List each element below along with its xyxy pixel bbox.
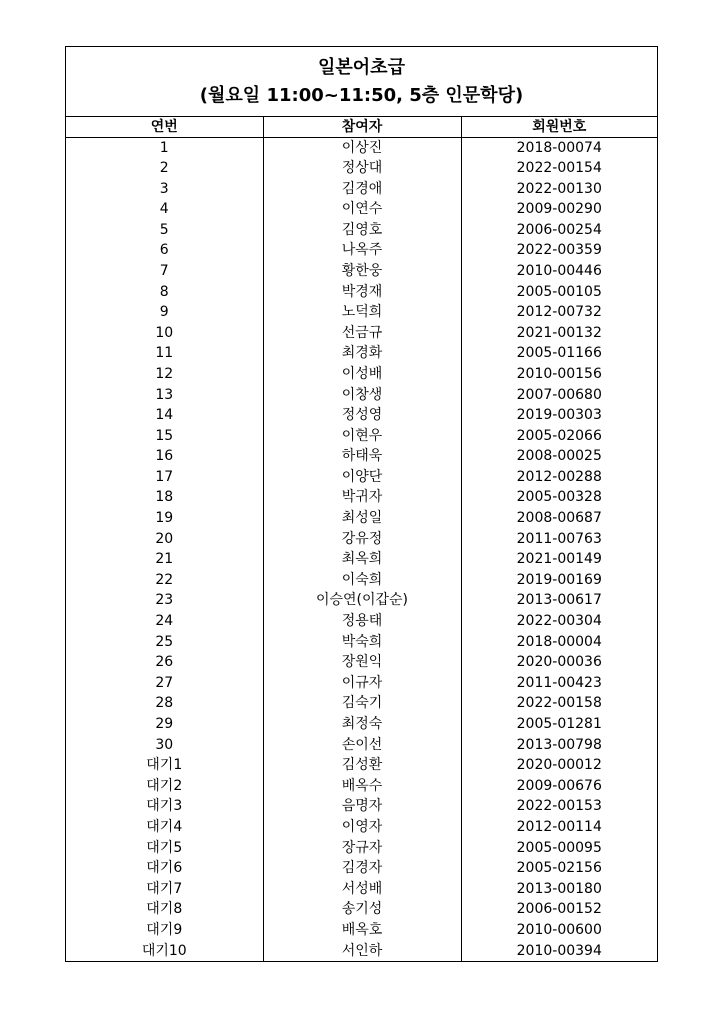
row-number: 24: [155, 613, 174, 630]
row-number: 대기10: [141, 942, 187, 959]
participant-name: 김경자: [263, 858, 461, 879]
participant-name: 최성일: [263, 508, 461, 529]
member-id: 2020-00036: [461, 652, 657, 673]
member-id: 2012-00732: [461, 302, 657, 323]
member-id: 2012-00114: [461, 817, 657, 838]
participant-name: 배옥호: [263, 920, 461, 941]
participant-name: 김경애: [263, 179, 461, 200]
member-id: 2006-00152: [461, 900, 657, 921]
member-id: 2019-00169: [461, 570, 657, 591]
table-row: [66, 652, 657, 673]
member-id: 2006-00254: [461, 220, 657, 241]
row-number: 16: [155, 448, 174, 465]
participant-name: 이상진: [263, 138, 461, 159]
row-number: 대기1: [146, 757, 183, 774]
participant-name: 송기성: [263, 900, 461, 921]
row-number: 4: [159, 201, 169, 218]
table-row: [66, 735, 657, 756]
row-number: 대기8: [146, 901, 183, 918]
participant-name: 황한웅: [263, 261, 461, 282]
row-number: 25: [155, 633, 174, 650]
member-id: 2011-00423: [461, 673, 657, 694]
class-title: 일본어초급: [318, 56, 405, 78]
row-number: 대기2: [146, 777, 183, 794]
table-row: [66, 879, 657, 900]
class-schedule: (월요일 11:00~11:50, 5층 인문학당): [199, 84, 524, 106]
member-id: 2005-00105: [461, 282, 657, 303]
member-id: 2007-00680: [461, 385, 657, 406]
table-row: [66, 529, 657, 550]
table-row: [66, 158, 657, 179]
participant-name: 손이선: [263, 735, 461, 756]
participant-name: 김성환: [263, 755, 461, 776]
row-number: 2: [159, 159, 169, 176]
row-number: 23: [155, 592, 174, 609]
header-number: 연번: [66, 117, 263, 138]
participant-name: 박숙희: [263, 632, 461, 653]
member-id: 2005-00328: [461, 488, 657, 509]
member-id: 2005-02156: [461, 858, 657, 879]
member-id: 2011-00763: [461, 529, 657, 550]
participant-name: 이승연(이갑순): [263, 591, 461, 612]
table-row: [66, 941, 657, 962]
header-row: [66, 117, 657, 138]
participant-name: 최옥희: [263, 549, 461, 570]
row-number: 19: [155, 510, 174, 527]
row-number: 대기6: [146, 860, 183, 877]
title-block: [66, 47, 657, 117]
header-member-id: 회원번호: [461, 117, 657, 138]
row-number: 대기9: [146, 921, 183, 938]
table-row: [66, 385, 657, 406]
participant-name: 이연수: [263, 199, 461, 220]
table-row: [66, 714, 657, 735]
row-number: 28: [155, 695, 174, 712]
participant-name: 정상대: [263, 158, 461, 179]
participant-name: 이양단: [263, 467, 461, 488]
row-number: 21: [155, 551, 174, 568]
participant-name: 박경재: [263, 282, 461, 303]
table-row: [66, 241, 657, 262]
table-row: [66, 632, 657, 653]
table-row: [66, 611, 657, 632]
row-number: 7: [159, 262, 169, 279]
row-number: 18: [155, 489, 174, 506]
participant-name: 정성영: [263, 405, 461, 426]
participant-name: 이영자: [263, 817, 461, 838]
member-id: 2005-01166: [461, 344, 657, 365]
table-row: [66, 405, 657, 426]
participant-name: 강유정: [263, 529, 461, 550]
member-id: 2005-00095: [461, 838, 657, 859]
row-number: 20: [155, 530, 174, 547]
participant-name: 이숙희: [263, 570, 461, 591]
member-id: 2010-00600: [461, 920, 657, 941]
member-id: 2021-00132: [461, 323, 657, 344]
table-row: [66, 344, 657, 365]
participant-name: 이성배: [263, 364, 461, 385]
member-id: 2021-00149: [461, 549, 657, 570]
row-number: 30: [155, 736, 174, 753]
participant-name: 노덕희: [263, 302, 461, 323]
member-id: 2008-00687: [461, 508, 657, 529]
member-id: 2022-00359: [461, 241, 657, 262]
participant-name: 장원익: [263, 652, 461, 673]
table-row: [66, 323, 657, 344]
participant-name: 이현우: [263, 426, 461, 447]
row-number: 11: [155, 345, 174, 362]
member-id: 2013-00798: [461, 735, 657, 756]
member-id: 2022-00158: [461, 694, 657, 715]
table-row: [66, 838, 657, 859]
participant-name: 이창생: [263, 385, 461, 406]
table-row: [66, 694, 657, 715]
member-id: 2019-00303: [461, 405, 657, 426]
member-id: 2022-00304: [461, 611, 657, 632]
participant-name: 선금규: [263, 323, 461, 344]
participant-name: 하태욱: [263, 447, 461, 468]
member-id: 2020-00012: [461, 755, 657, 776]
table-row: [66, 920, 657, 941]
member-id: 2009-00290: [461, 199, 657, 220]
roster-table: [66, 117, 657, 961]
table-row: [66, 776, 657, 797]
member-id: 2008-00025: [461, 447, 657, 468]
table-row: [66, 900, 657, 921]
member-id: 2022-00154: [461, 158, 657, 179]
table-row: [66, 179, 657, 200]
row-number: 13: [155, 386, 174, 403]
row-number: 10: [155, 324, 174, 341]
member-id: 2013-00617: [461, 591, 657, 612]
member-id: 2012-00288: [461, 467, 657, 488]
participant-name: 배옥수: [263, 776, 461, 797]
table-row: [66, 549, 657, 570]
row-number: 9: [159, 304, 169, 321]
table-row: [66, 364, 657, 385]
row-number: 29: [155, 716, 174, 733]
participant-name: 최경화: [263, 344, 461, 365]
table-row: [66, 261, 657, 282]
row-number: 대기3: [146, 798, 183, 815]
member-id: 2009-00676: [461, 776, 657, 797]
member-id: 2013-00180: [461, 879, 657, 900]
table-row: [66, 508, 657, 529]
table-row: [66, 426, 657, 447]
row-number: 3: [159, 180, 169, 197]
table-row: [66, 488, 657, 509]
member-id: 2022-00130: [461, 179, 657, 200]
row-number: 1: [159, 139, 169, 156]
row-number: 22: [155, 571, 174, 588]
table-row: [66, 447, 657, 468]
row-number: 6: [159, 242, 169, 259]
participant-name: 이규자: [263, 673, 461, 694]
participant-name: 장규자: [263, 838, 461, 859]
table-row: [66, 220, 657, 241]
member-id: 2010-00446: [461, 261, 657, 282]
member-id: 2022-00153: [461, 797, 657, 818]
participant-name: 김숙기: [263, 694, 461, 715]
table-row: [66, 755, 657, 776]
participant-name: 음명자: [263, 797, 461, 818]
table-row: [66, 858, 657, 879]
participant-name: 정용태: [263, 611, 461, 632]
table-row: [66, 199, 657, 220]
row-number: 26: [155, 654, 174, 671]
row-number: 15: [155, 427, 174, 444]
member-id: 2005-02066: [461, 426, 657, 447]
participant-name: 최정숙: [263, 714, 461, 735]
row-number: 27: [155, 674, 174, 691]
participant-name: 서인하: [263, 941, 461, 962]
member-id: 2018-00074: [461, 138, 657, 159]
member-id: 2018-00004: [461, 632, 657, 653]
table-row: [66, 797, 657, 818]
table-row: [66, 282, 657, 303]
row-number: 대기7: [146, 880, 183, 897]
participant-name: 서성배: [263, 879, 461, 900]
row-number: 대기5: [146, 839, 183, 856]
header-participant: 참여자: [263, 117, 461, 138]
table-row: [66, 673, 657, 694]
row-number: 14: [155, 407, 174, 424]
roster-body: [66, 138, 657, 962]
member-id: 2005-01281: [461, 714, 657, 735]
table-row: [66, 467, 657, 488]
roster-sheet: [65, 46, 658, 962]
participant-name: 나옥주: [263, 241, 461, 262]
participant-name: 김영호: [263, 220, 461, 241]
table-row: [66, 591, 657, 612]
table-row: [66, 570, 657, 591]
row-number: 17: [155, 468, 174, 485]
member-id: 2010-00394: [461, 941, 657, 962]
row-number: 대기4: [146, 818, 183, 835]
row-number: 12: [155, 365, 174, 382]
member-id: 2010-00156: [461, 364, 657, 385]
row-number: 5: [159, 221, 169, 238]
participant-name: 박귀자: [263, 488, 461, 509]
row-number: 8: [159, 283, 169, 300]
table-row: [66, 138, 657, 159]
table-row: [66, 302, 657, 323]
table-row: [66, 817, 657, 838]
